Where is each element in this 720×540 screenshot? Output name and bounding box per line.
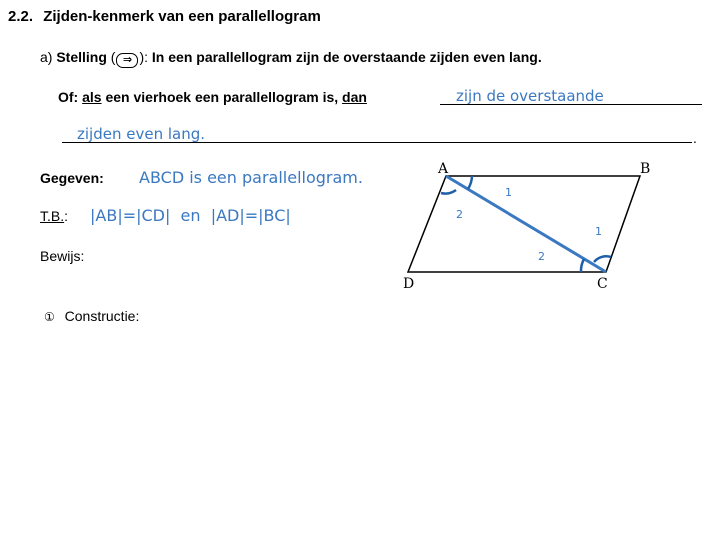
vertex-c-label: C [597,276,608,292]
theorem-keyword: Stelling [56,49,107,65]
angle-c2-label: 2 [538,250,545,263]
of-label: Of: [58,89,79,105]
diagonal-ac [446,176,606,272]
step-number-icon: ① [44,310,55,324]
theorem-text: In een parallellogram zijn de overstaande zijden even lang. [151,49,542,65]
vertex-d-label: D [403,276,415,292]
to-prove-label: T.B.: [40,208,69,224]
angle-a1-label: 1 [505,186,512,199]
als-keyword: als [82,89,102,105]
answer-line-2[interactable]: zijden even lang. [77,125,205,143]
dan-keyword: dan [342,89,367,105]
proof-label: Bewijs: [40,248,85,264]
given-answer[interactable]: ABCD is een parallellogram. [139,168,363,187]
implies-arrow-icon: ⇒ [116,53,138,68]
angle-c1-label: 1 [595,225,602,238]
answer-line-1[interactable]: zijn de overstaande [456,87,604,105]
given-label: Gegeven: [40,170,104,186]
section-title: Zijden-kenmerk van een parallellogram [43,8,321,25]
angle-c2-arc [581,259,584,272]
angle-c1-arc [594,256,611,262]
construction-label: Constructie: [64,308,140,324]
vertex-b-label: B [640,161,651,177]
to-prove-answer[interactable]: |AB|=|CD| en |AD|=|BC| [90,206,291,225]
angle-a2-label: 2 [456,208,463,221]
to-prove-abbrev: T.B. [40,208,65,224]
vertex-a-label: A [438,161,449,177]
angle-a2-arc [441,190,456,194]
theorem-statement: a) Stelling ( ⇒ ): In een parallellogram zijn de overstaande zijden even lang. [40,49,542,66]
section-number: 2.2. [8,8,34,25]
reformulation-middle: een vierhoek een parallellogram is, [105,89,339,105]
answer-period: . [693,130,697,146]
angle-a1-arc [468,176,472,189]
item-prefix: a) [40,49,53,65]
